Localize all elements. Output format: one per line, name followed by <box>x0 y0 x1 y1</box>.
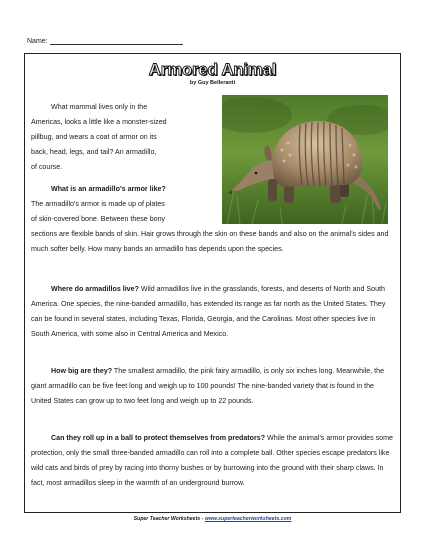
footer-link[interactable]: www.superteacherworksheets.com <box>204 516 292 522</box>
name-field <box>27 37 183 45</box>
footer-brand: Super Teacher Worksheets <box>133 516 201 522</box>
where-question: Where do armadillos live? <box>51 285 139 293</box>
article-title: Armored Animal <box>148 60 277 79</box>
intro-line: What mammal lives only in the <box>51 103 148 111</box>
roll-text: While the animal's armor provides some protection, only the small three-banded armadillo can roll into a complete ball. Other species escape predators like wild cats and birds of prey by racing into thorny bushes or by burrowing into the ground with their sharp claws. In fact, most armadillos sleep in the warmth of an underground burrow. <box>31 434 393 487</box>
article-byline: by Guy Belleranti <box>189 80 236 86</box>
intro-line: pillbug, and wears a coat of armor on its <box>31 133 157 141</box>
armor-line: of skin-covered bone. Between these bony <box>31 215 166 223</box>
roll-paragraph <box>31 431 393 491</box>
armor-question: What is an armadillo's armor like? <box>51 185 166 193</box>
size-question: How big are they? <box>51 367 113 375</box>
intro-paragraph <box>31 100 221 175</box>
footer-separator: - <box>200 516 205 522</box>
armor-section-narrow <box>31 182 221 227</box>
armadillo-photo <box>222 95 388 224</box>
name-blank-line <box>50 37 183 45</box>
where-text: Wild armadillos live in the grasslands, forests, and deserts of North and South America. One species, the nine-banded armadillo, has extended its range as far north as the United States. They can be found in several states, including Texas, Florida, Georgia, and the Carolinas. Most other species live in South America, with some also in Central America and Mexico. <box>31 285 386 338</box>
intro-line: Americas, looks a little like a monster-sized <box>31 118 167 126</box>
size-paragraph <box>31 364 393 409</box>
armor-line: The armadillo's armor is made up of plates <box>31 200 165 208</box>
armor-rest-text: sections are flexible bands of skin. Hair grows through the skin on these bands and also on the animal's sides and much softer belly. How many bands an armadillo has depends upon the species. <box>31 230 389 253</box>
intro-line: back, head, legs, and tail? An armadillo, <box>31 148 157 156</box>
armor-section-wide <box>31 227 393 257</box>
footer <box>0 516 425 522</box>
roll-question: Can they roll up in a ball to protect themselves from predators? <box>51 434 266 442</box>
name-label: Name: <box>27 38 48 45</box>
intro-line: of course. <box>31 163 63 171</box>
size-text: The smallest armadillo, the pink fairy armadillo, is only six inches long. Meanwhile, the giant armadillo can be five feet long and weigh up to 100 pounds! The nine-banded variety that is found in the United States can grow up to two feet long and weigh up to 22 pounds. <box>31 367 385 405</box>
where-paragraph <box>31 282 393 342</box>
